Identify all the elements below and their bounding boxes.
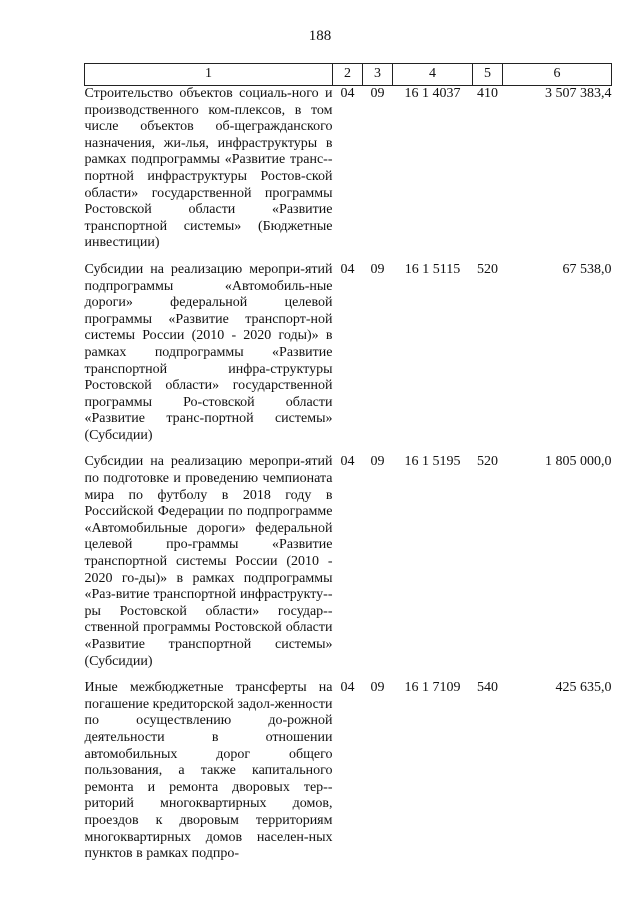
row-description: Субсидии на реализацию меропри-ятий по подготовке и проведению чемпионата мира по футболу в 2018 году в Российской Федерации по подпрограмме «Автомобильные дороги» федеральной целевой про-граммы «Развитие транспортной системы России (2010 - 2020 го-ды)» в рамках подпрограммы «Раз-витие транспортной инфраструкту-ры Ростовской области» государ-ственной программы Ростовской области «Развитие транспортной системы» (Субсидии) bbox=[84, 454, 333, 669]
row-expense-type-code: 540 bbox=[477, 680, 498, 696]
row-amount: 1 805 000,0 bbox=[545, 454, 612, 470]
row-amount: 3 507 383,4 bbox=[545, 86, 612, 101]
row-subsection-code: 09 bbox=[370, 454, 385, 470]
row-expense-type-code: 520 bbox=[477, 261, 498, 277]
row-section-code: 04 bbox=[340, 86, 355, 101]
column-header: 6 bbox=[503, 64, 612, 86]
row-section-code: 04 bbox=[340, 680, 355, 696]
column-header: 2 bbox=[333, 64, 363, 86]
column-header: 5 bbox=[473, 64, 503, 86]
row-expense-type-code: 410 bbox=[477, 86, 498, 101]
row-section-code: 04 bbox=[340, 454, 355, 470]
table-row bbox=[85, 680, 612, 873]
row-target-article-code: 16 1 4037 bbox=[404, 86, 461, 101]
column-header: 1 bbox=[85, 64, 333, 86]
row-subsection-code: 09 bbox=[370, 261, 385, 277]
row-description: Строительство объектов социаль-ного и производственного ком-плексов, в том числе объектов об-щегражданского назначения, жи-лья, инфраструктуры в рамках подпрограммы «Развитие транс-портной инфраструктуры Ростов-ской области» государственной программы Ростовской области «Развитие транспортной системы» (Бюджетные инвестиции) bbox=[84, 86, 333, 251]
page-number: 188 bbox=[308, 28, 332, 44]
table-row bbox=[85, 454, 612, 680]
row-subsection-code: 09 bbox=[370, 86, 385, 101]
row-amount: 67 538,0 bbox=[562, 261, 612, 277]
table-row bbox=[85, 262, 612, 455]
row-subsection-code: 09 bbox=[370, 680, 385, 696]
row-description: Иные межбюджетные трансферты на погашение кредиторской задол-женности по осуществлению до-рожной деятельности в отношении автомобильных дорог общего пользования, а также капитального ремонта и ремонта дворовых тер-риторий многоквартирных домов, проездов к дворовым территориям многоквартирных домов населен-ных пунктов в рамках подпро- bbox=[84, 680, 333, 862]
table-header-row bbox=[85, 64, 612, 86]
row-expense-type-code: 520 bbox=[477, 454, 498, 470]
row-target-article-code: 16 1 7109 bbox=[404, 680, 461, 696]
column-header: 3 bbox=[363, 64, 393, 86]
row-description: Субсидии на реализацию меропри-ятий подпрограммы «Автомобиль-ные дороги» федеральной целевой программы «Развитие транспорт-ной системы России (2010 - 2020 годы)» в рамках подпрограммы «Развитие транспортной инфра-структуры Ростовской области» государственной программы Ро-стовской области «Развитие транс-портной системы» (Субсидии) bbox=[84, 261, 333, 443]
row-section-code: 04 bbox=[340, 261, 355, 277]
table-row bbox=[85, 86, 612, 262]
row-target-article-code: 16 1 5115 bbox=[404, 261, 461, 277]
column-header: 4 bbox=[393, 64, 473, 86]
budget-table bbox=[84, 63, 612, 873]
row-target-article-code: 16 1 5195 bbox=[404, 454, 461, 470]
row-amount: 425 635,0 bbox=[555, 680, 612, 696]
